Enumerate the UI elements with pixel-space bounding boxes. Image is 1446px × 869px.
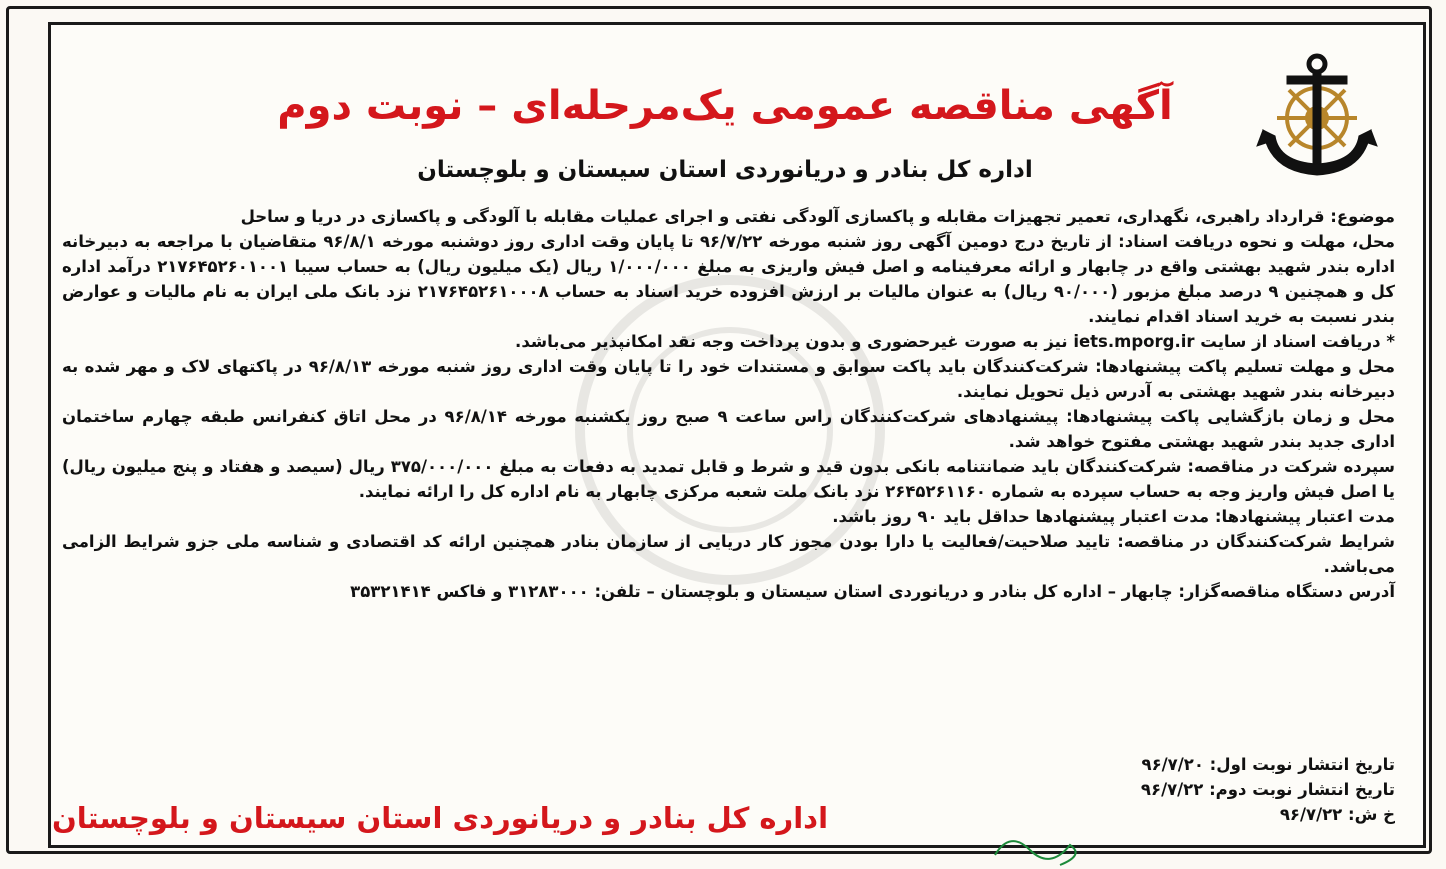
paragraph-subject: موضوع: قرارداد راهبری، نگهداری، تعمیر تجهیزات مقابله و پاکسازی آلودگی نفتی و اجرای عملیات مقابله با آلودگی و پاکسازی در دریا و ساحل — [240, 207, 1395, 226]
paragraph-validity: مدت اعتبار پیشنهادها: مدت اعتبار پیشنهادها حداقل باید ۹۰ روز باشد. — [832, 507, 1395, 526]
anchor-helm-emblem-icon — [1255, 50, 1415, 180]
footer-organization: اداره کل بنادر و دریانوردی استان سیستان و بلوچستان — [52, 801, 829, 835]
pen-scribble-icon — [990, 825, 1090, 869]
ad-subtitle: اداره کل بنادر و دریانوردی استان سیستان و بلوچستان — [417, 157, 1033, 183]
paragraph-documents: محل، مهلت و نحوه دریافت اسناد: از تاریخ درج دومین آگهی روز شنبه مورخه ۹۶/۷/۲۲ تا پایان وقت اداری روز دوشنبه مورخه ۹۶/۸/۱ متقاضیان با مراجعه به دبیرخانه اداره بندر شهید بهشتی واقع در چابهار و ارائه معرفینامه و اصل فیش واریزی به مبلغ ۱/۰۰۰/۰۰۰ ریال (یک میلیون ریال) به حساب سیبا ۲۱۷۶۴۵۲۶۰۱۰۰۱ درآمد اداره کل و همچنین ۹ درصد مبلغ مزبور (۹۰/۰۰۰ ریال) به عنوان مالیات بر ارزش افزوده خرید اسناد به حساب ۲۱۷۶۴۵۲۶۱۰۰۰۸ نزد بانک ملی ایران به نام مالیات و عوارض بندر نسبت به خرید اسناد اقدام نمایند. — [62, 232, 1396, 326]
publication-first-date: تاریخ انتشار نوبت اول: ۹۶/۷/۲۰ — [1141, 755, 1395, 774]
paragraph-address: آدرس دستگاه مناقصه‌گزار: چابهار – اداره کل بنادر و دریانوردی استان سیستان و بلوچستان – تلفن: ۳۱۲۸۳۰۰۰ و فاکس ۳۵۳۲۱۴۱۴ — [350, 582, 1395, 601]
paragraph-opening: محل و زمان بازگشایی پاکت پیشنهادها: پیشنهادهای شرکت‌کنندگان راس ساعت ۹ صبح روز یکشنبه مورخه ۹۶/۸/۱۴ در محل اتاق کنفرانس طبقه چهارم ساختمان اداری جدید بندر شهید بهشتی مفتوح خواهد شد. — [62, 407, 1396, 451]
paragraph-deposit: سپرده شرکت در مناقصه: شرکت‌کنندگان باید ضمانتنامه بانکی بدون قید و شرط و قابل تمدید به دفعات به مبلغ ۳۷۵/۰۰۰/۰۰۰ ریال (سیصد و هفتاد و پنج میلیون ریال) یا اصل فیش واریز وجه به حساب سپرده به شماره ۲۶۴۵۲۶۱۱۶۰ نزد بانک ملت شعبه مرکزی چابهار به نام اداره کل را ارائه نمایند. — [62, 457, 1395, 501]
paragraph-conditions: شرایط شرکت‌کنندگان در مناقصه: تایید صلاحیت/فعالیت یا دارا بودن مجوز کار دریایی از سازمان بنادر همچنین ارائه کد اقتصادی و شناسه ملی جزو شرایط الزامی می‌باشد. — [62, 532, 1395, 576]
ad-title: آگهی مناقصه عمومی یک‌مرحله‌ای – نوبت دوم — [277, 83, 1173, 129]
ad-body — [62, 204, 1395, 604]
publication-second-date: تاریخ انتشار نوبت دوم: ۹۶/۷/۲۲ — [1140, 780, 1395, 799]
publication-code: خ ش: ۹۶/۷/۲۲ — [1279, 805, 1395, 824]
paragraph-online-documents: * دریافت اسناد از سایت iets.mporg.ir نیز به صورت غیرحضوری و بدون پرداخت وجه نقد امکانپذیر می‌باشد. — [515, 332, 1395, 351]
paragraph-submission: محل و مهلت تسلیم پاکت پیشنهادها: شرکت‌کنندگان باید پاکت سوابق و مستندات خود را تا پایان وقت اداری روز شنبه مورخه ۹۶/۸/۱۳ در پاکتهای لاک و مهر شده به دبیرخانه بندر شهید بهشتی به آدرس ذیل تحویل نمایند. — [62, 357, 1395, 401]
